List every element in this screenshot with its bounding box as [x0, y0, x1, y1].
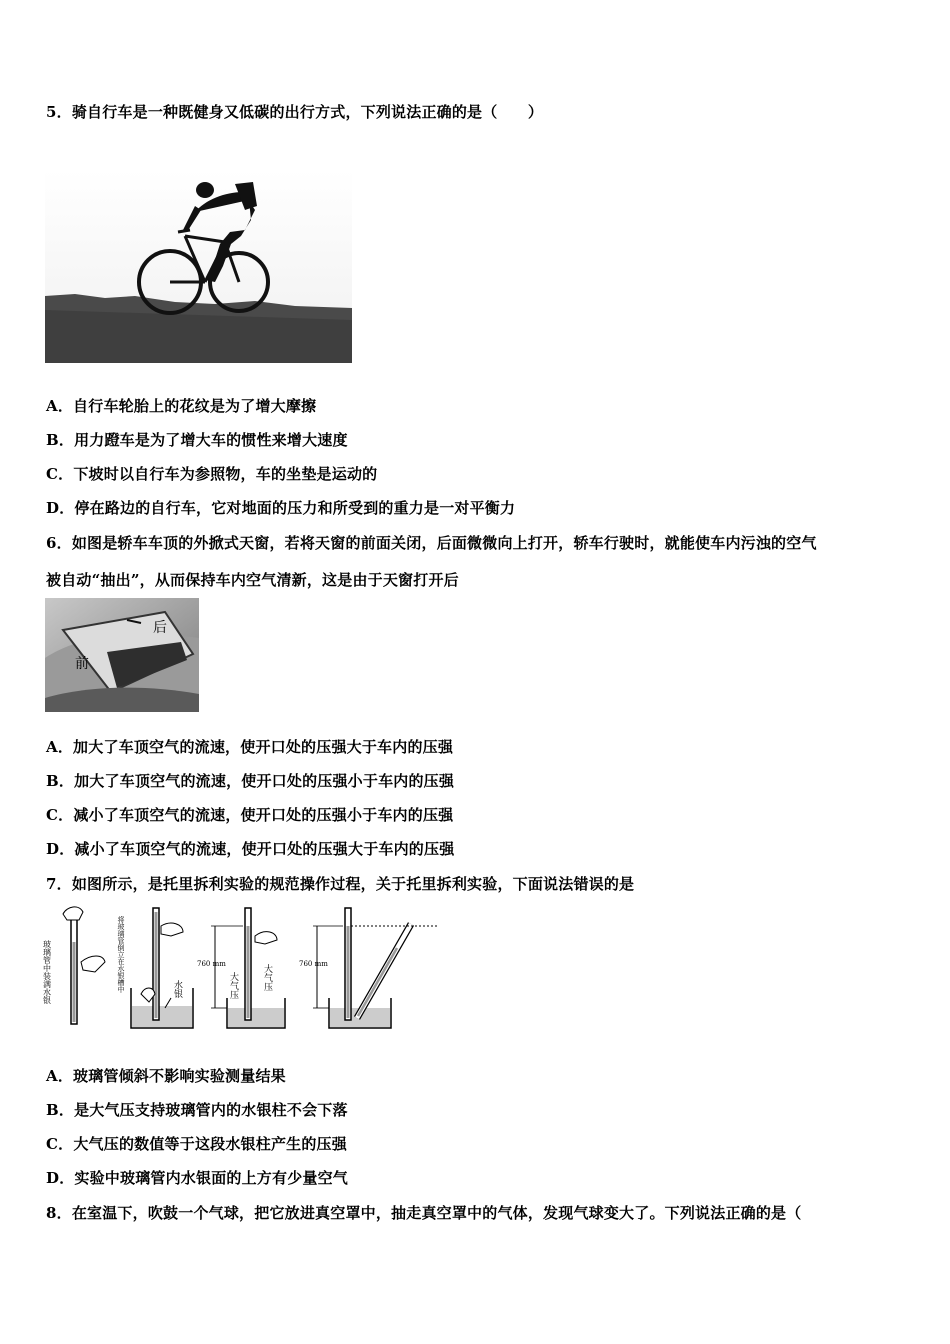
step3-atm-label-right: 大气压 [262, 964, 272, 991]
q6-option-d: D．减小了车顶空气的流速，使开口处的压强大于车内的压强 [46, 840, 455, 858]
question-6-stem: 6．如图是轿车车顶的外掀式天窗，若将天窗的前面关闭，后面微微向上打开，轿车行驶时，就能使车内污浊的空气 [46, 534, 817, 552]
question-5-stem: 5．骑自行车是一种既健身又低碳的出行方式，下列说法正确的是（ ） [46, 103, 544, 121]
q7-option-c: C．大气压的数值等于这段水银柱产生的压强 [46, 1135, 347, 1153]
q5-option-a: A．自行车轮胎上的花纹是为了增大摩擦 [46, 397, 317, 415]
torricelli-experiment-diagram [42, 902, 445, 1032]
step3-atm-label-left: 大气压 [228, 972, 238, 999]
q7-option-a: A．玻璃管倾斜不影响实验测量结果 [46, 1067, 286, 1085]
mercury-label: 水银 [172, 980, 182, 998]
q5-option-d: D．停在路边的自行车，它对地面的压力和所受到的重力是一对平衡力 [46, 499, 516, 517]
question-6-stem-continued: 被自动“抽出”，从而保持车内空气清新，这是由于天窗打开后 [46, 571, 459, 589]
q7-option-d: D．实验中玻璃管内水银面的上方有少量空气 [46, 1169, 349, 1187]
question-7-stem: 7．如图所示，是托里拆利实验的规范操作过程，关于托里拆利实验，下面说法错误的是 [46, 875, 635, 893]
q6-option-b: B．加大了车顶空气的流速，使开口处的压强小于车内的压强 [46, 772, 455, 790]
step1-label: 玻璃管中装满水银 [42, 940, 52, 1004]
question-8-stem: 8．在室温下，吹鼓一个气球，把它放进真空罩中，抽走真空罩中的气体，发现气球变大了。下列说法正确的是（ [46, 1204, 802, 1222]
bicycle-rider-photo [45, 170, 352, 363]
sunroof-label-back: 后 [153, 620, 167, 636]
step2-label: 将玻璃管倒立在水银槽中 [117, 916, 125, 993]
q6-option-c: C．减小了车顶空气的流速，使开口处的压强小于车内的压强 [46, 806, 454, 824]
q5-option-b: B．用力蹬车是为了增大车的惯性来增大速度 [46, 431, 348, 449]
q6-option-a: A．加大了车顶空气的流速，使开口处的压强大于车内的压强 [46, 738, 454, 756]
step4-mm-label: 760 mm [299, 960, 328, 968]
sunroof-label-front: 前 [75, 656, 89, 672]
car-sunroof-photo [45, 598, 199, 712]
q5-option-c: C．下坡时以自行车为参照物，车的坐垫是运动的 [46, 465, 378, 483]
q7-option-b: B．是大气压支持玻璃管内的水银柱不会下落 [46, 1101, 348, 1119]
step3-mm-label: 760 mm [197, 960, 226, 968]
